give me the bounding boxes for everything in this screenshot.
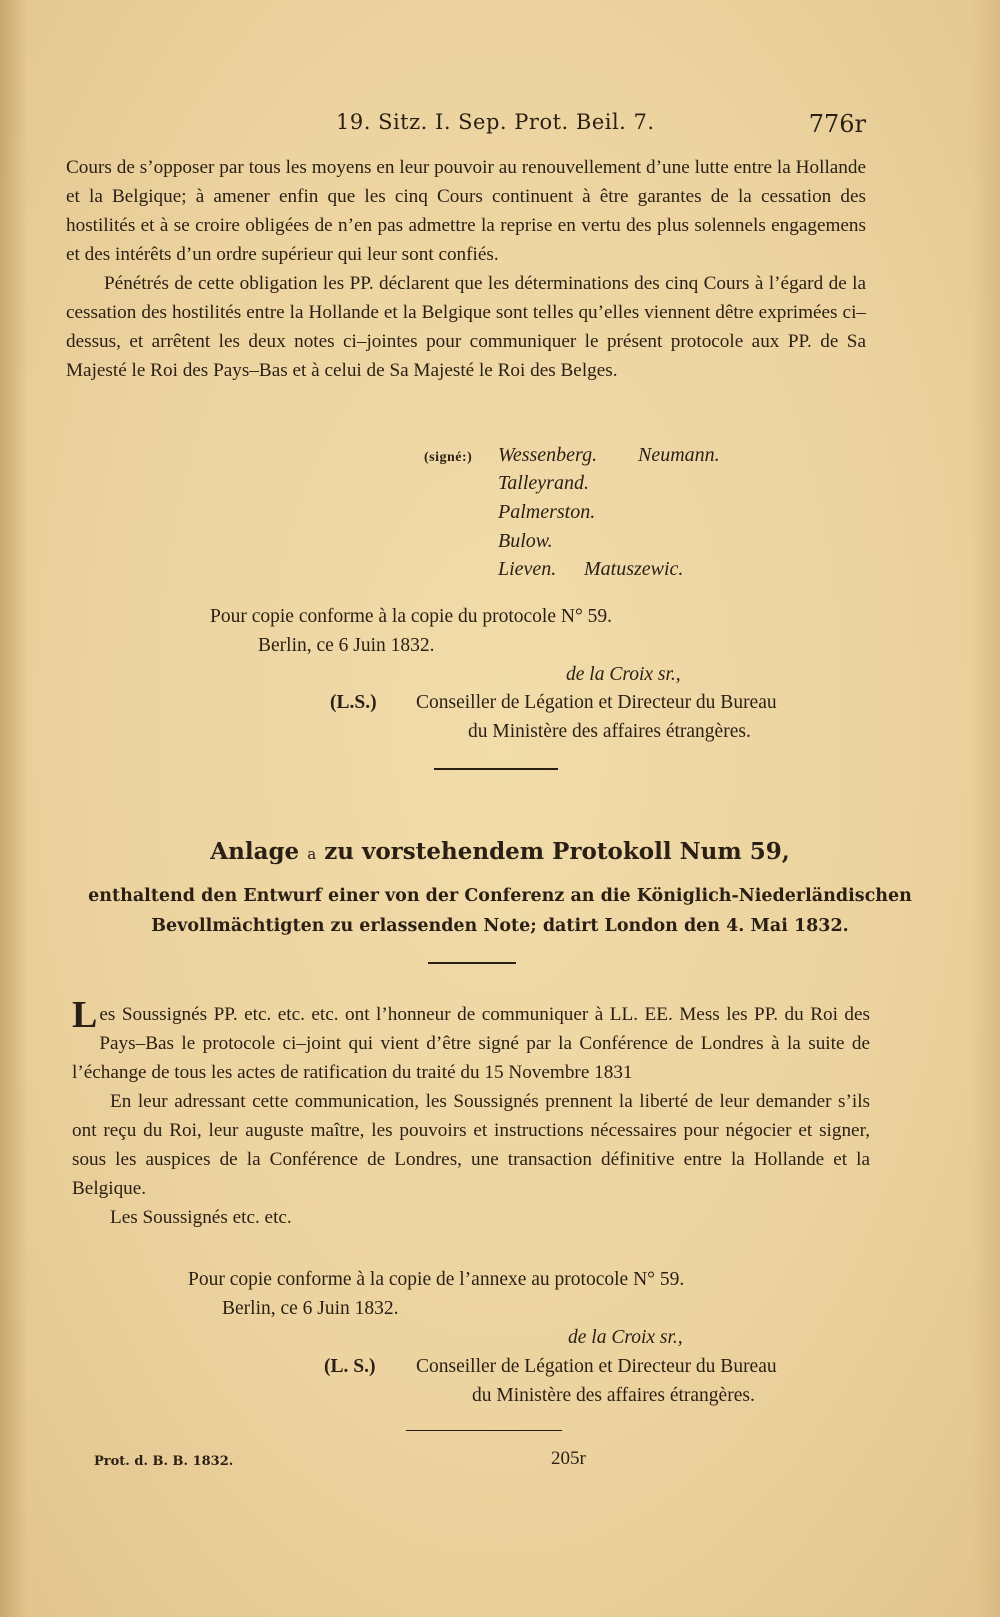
separator-rule-2 (428, 962, 516, 964)
annex-subtitle-1: enthaltend den Entwurf einer von der Conferenz an die Königlich-Niederländischen (88, 886, 912, 906)
copy-line-2: Pour copie conforme à la copie de l’annexe au protocole N° 59. (188, 1269, 685, 1290)
signed-label-row (424, 445, 472, 467)
protocol-text (66, 153, 866, 385)
signature-wessenberg-row (498, 444, 597, 467)
annex-subtitle-2: Bevollmächtigten zu erlassenden Note; datirt London den 4. Mai 1832. (151, 916, 849, 936)
separator-rule-3 (406, 1430, 562, 1431)
signature-lieven: Lieven. (498, 558, 557, 580)
annex-title-rest: zu vorstehendem Protokoll Num 59, (324, 838, 790, 865)
annex-title-letter: a (307, 845, 317, 863)
signed-label: (signé:) (424, 450, 473, 465)
signature-lieven-row (498, 558, 556, 581)
signature-mark: Prot. d. B. B. 1832. (94, 1454, 234, 1469)
place-date-1: Berlin, ce 6 Juin 1832. (258, 635, 435, 656)
official-title-1a: Conseiller de Légation et Directeur du Bureau (416, 692, 777, 713)
page-number: 776r (808, 110, 866, 138)
annex-title-word: Anlage (210, 838, 300, 865)
annex-paragraph-3: Les Soussignés etc. etc. (110, 1207, 292, 1228)
signature-matuszewic: Matuszewic. (584, 558, 684, 580)
annex-title (0, 838, 1000, 865)
signature-neumann: Neumann. (638, 444, 720, 466)
seal-1: (L.S.) (330, 692, 377, 713)
official-title-2b: du Ministère des affaires étrangères. (472, 1385, 755, 1406)
annex-paragraph-1 (72, 994, 870, 1087)
signature-matuszewic-row (584, 558, 683, 581)
signer-1: de la Croix sr., (566, 664, 681, 685)
signature-palmerston-row (498, 501, 595, 524)
annex-paragraph-1-text: es Soussignés PP. etc. etc. etc. ont l’honneur de communiquer à LL. EE. Mess les PP. du Roi des Pays–Bas le protocole ci–joint qui vient d’être signé par la Conférence de Londres à la suite de l’échange de tous les actes de ratification du traité du 15 Novembre 1831 (72, 1004, 870, 1083)
protocol-paragraph-1: Cours de s’opposer par tous les moyens en leur pouvoir au renouvellement d’une lutte entre la Hollande et la Belgique; à amener enfin que les cinq Cours continuent à être garantes de la cessation des hostilités et à se croire obligées de n’en pas admettre la reprise en vertu des plus solennels engagemens et des intérêts d’un ordre supérieur qui leur sont confiés. (66, 157, 866, 265)
official-title-2a: Conseiller de Légation et Directeur du Bureau (416, 1356, 777, 1377)
separator-rule-1 (434, 768, 558, 770)
signature-talleyrand: Talleyrand. (498, 472, 589, 494)
running-title: 19. Sitz. I. Sep. Prot. Beil. 7. (336, 110, 655, 134)
annex-text (72, 994, 870, 1232)
signer-2: de la Croix sr., (568, 1327, 683, 1348)
annex-paragraph-2: En leur adressant cette communication, les Soussignés prennent la liberté de leur demander s’ils ont reçu du Roi, leur auguste maître, les pouvoirs et instructions nécessaires pour négocier et signer, sous les auspices de la Conférence de Londres, une transaction définitive entre la Hollande et la Belgique. (72, 1091, 870, 1199)
dropcap-letter: L (72, 994, 98, 1036)
signature-bulow-row (498, 530, 553, 553)
protocol-paragraph-2: Pénétrés de cette obligation les PP. déclarent que les déterminations des cinq Cours à l’égard de la cessation des hostilités entre la Hollande et la Belgique sont telles qu’elles viennent dêtre exprimées ci–dessus, et arrêtent les deux notes ci–jointes pour communiquer le présent protocole aux PP. de Sa Majesté le Roi des Pays–Bas et à celui de Sa Majesté le Roi des Belges. (66, 273, 866, 381)
signature-neumann-row (638, 444, 720, 467)
copy-line-1: Pour copie conforme à la copie du protocole N° 59. (210, 606, 613, 627)
page-edge-left (0, 0, 28, 1617)
signature-bulow: Bulow. (498, 530, 553, 552)
signature-wessenberg: Wessenberg. (498, 444, 598, 466)
page-edge-right (972, 0, 1000, 1617)
sheet-number: 205r (551, 1448, 586, 1469)
signature-palmerston: Palmerston. (498, 501, 596, 523)
page-header (66, 110, 866, 140)
place-date-2: Berlin, ce 6 Juin 1832. (222, 1298, 399, 1319)
page-footer (66, 1448, 866, 1474)
signature-talleyrand-row (498, 472, 589, 495)
official-title-1b: du Ministère des affaires étrangères. (468, 721, 751, 742)
seal-2: (L. S.) (324, 1356, 376, 1377)
